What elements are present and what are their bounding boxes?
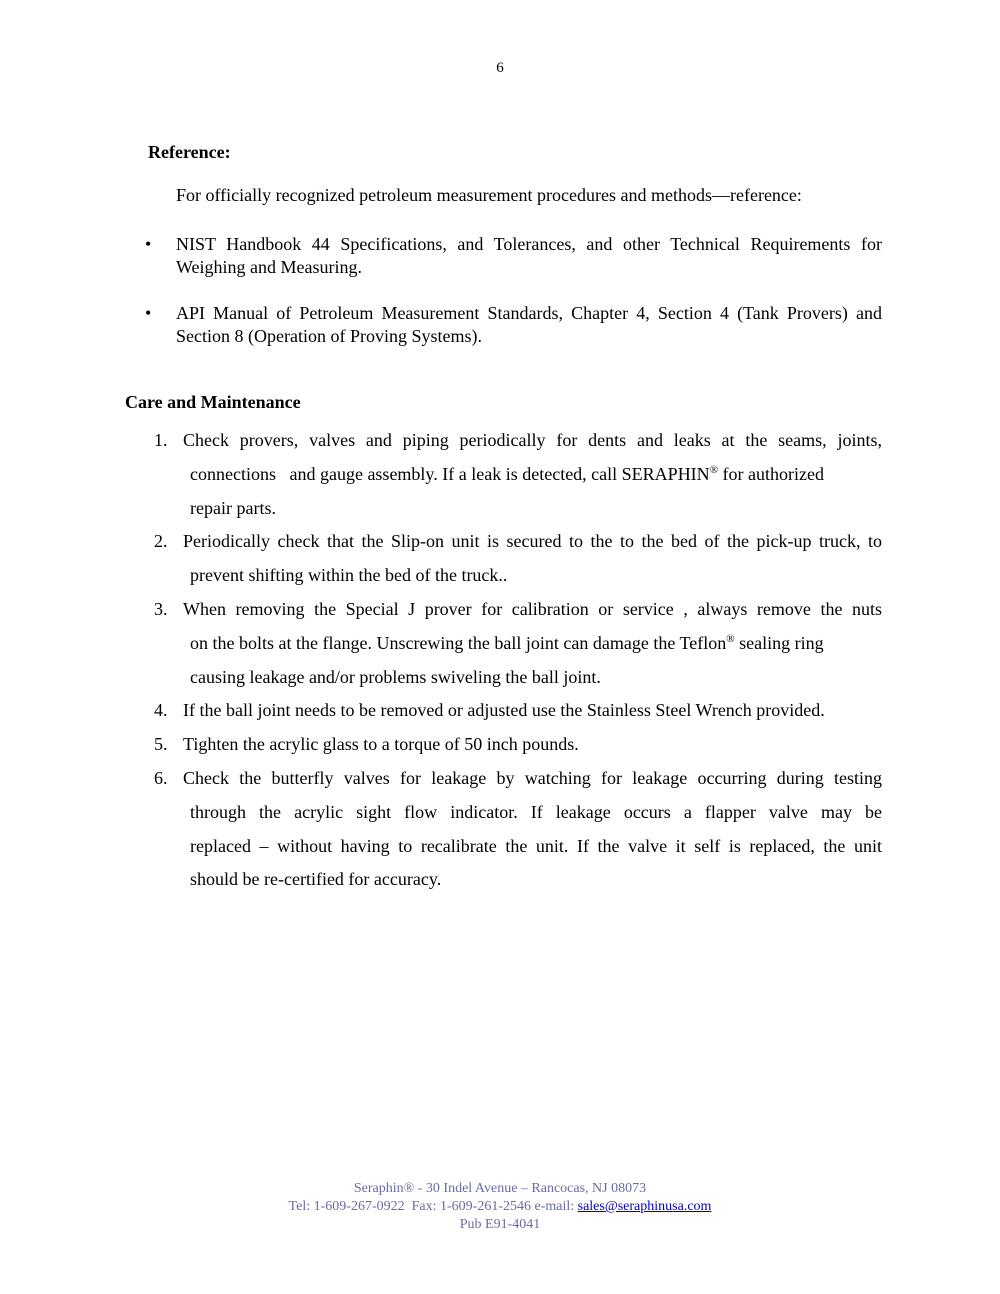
footer-contact [0, 1198, 1000, 1216]
step-text: causing leakage and/or problems swiveling the ball joint. [190, 666, 601, 687]
page-number: 6 [496, 60, 504, 76]
step-text: should be re-certified for accuracy. [190, 869, 442, 890]
list-item [154, 424, 882, 525]
step-text: Check provers, valves and piping periodically for dents and leaks at the seams, joints, [183, 430, 882, 450]
footer-pub-number: Pub E91-4041 [459, 1217, 541, 1232]
step-text: When removing the Special J prover for calibration or service , always remove the nuts [183, 598, 882, 619]
bullet-text: API Manual of Petroleum Measurement Standards, Chapter 4, Section 4 (Tank Provers) and Section 8 (Operation of Proving Systems). [176, 303, 882, 346]
step-text [183, 458, 882, 492]
step-number: 6. [154, 767, 168, 788]
registered-mark: ® [726, 632, 735, 645]
step-text: If the ball joint needs to be removed or adjusted use the Stainless Steel Wrench provided. [183, 700, 825, 721]
step-text: through the acrylic sight flow indicator. If leakage occurs a flapper valve may be [190, 801, 882, 822]
step-number: 1. [154, 430, 168, 450]
step-text: repair parts. [190, 497, 276, 518]
step-text [183, 627, 882, 661]
reference-intro: For officially recognized petroleum measurement procedures and methods—reference: [176, 185, 802, 205]
step-number: 5. [154, 734, 168, 755]
list-item [154, 762, 882, 897]
step-text: Tighten the acrylic glass to a torque of 50 inch pounds. [183, 734, 579, 755]
bullet-icon: • [145, 234, 152, 254]
step-text: Periodically check that the Slip-on unit is secured to the to the bed of the pick-up truck, to [183, 531, 882, 552]
footer-address: Seraphin® - 30 Indel Avenue – Rancocas, NJ 08073 [353, 1181, 647, 1196]
list-item [154, 728, 882, 762]
bullet-text: NIST Handbook 44 Specifications, and Tolerances, and other Technical Requirements for Weighing and Measuring. [176, 234, 882, 277]
registered-mark: ® [709, 463, 719, 476]
step-text: Check the butterfly valves for leakage by watching for leakage occurring during testing [183, 767, 882, 788]
step-text-part: connections and gauge assembly. If a leak is detected, call SERAPHIN [190, 463, 710, 484]
step-number: 4. [154, 700, 168, 721]
step-number: 3. [154, 598, 168, 619]
list-item [154, 593, 882, 694]
list-item [154, 694, 882, 728]
step-text: replaced – without having to recalibrate the unit. If the valve it self is replaced, the unit [190, 835, 882, 856]
reference-heading: Reference: [148, 142, 231, 162]
email-link[interactable]: sales@seraphinusa.com [577, 1199, 712, 1214]
step-text-part: on the bolts at the flange. Unscrewing the ball joint can damage the Teflon [190, 632, 727, 653]
step-text-part: sealing ring [734, 632, 824, 653]
reference-bullet-api [145, 302, 882, 348]
list-item [154, 525, 882, 593]
bullet-icon: • [145, 303, 152, 323]
reference-bullet-nist [145, 233, 882, 279]
care-heading: Care and Maintenance [125, 392, 301, 412]
step-text-part: for authorized [718, 463, 824, 484]
step-number: 2. [154, 531, 168, 552]
step-text: prevent shifting within the bed of the truck.. [190, 565, 508, 586]
care-steps-list [154, 424, 882, 897]
footer [0, 1180, 1000, 1234]
footer-phone-fax: Tel: 1-609-267-0922 Fax: 1-609-261-2546 e-mail: [288, 1199, 578, 1214]
